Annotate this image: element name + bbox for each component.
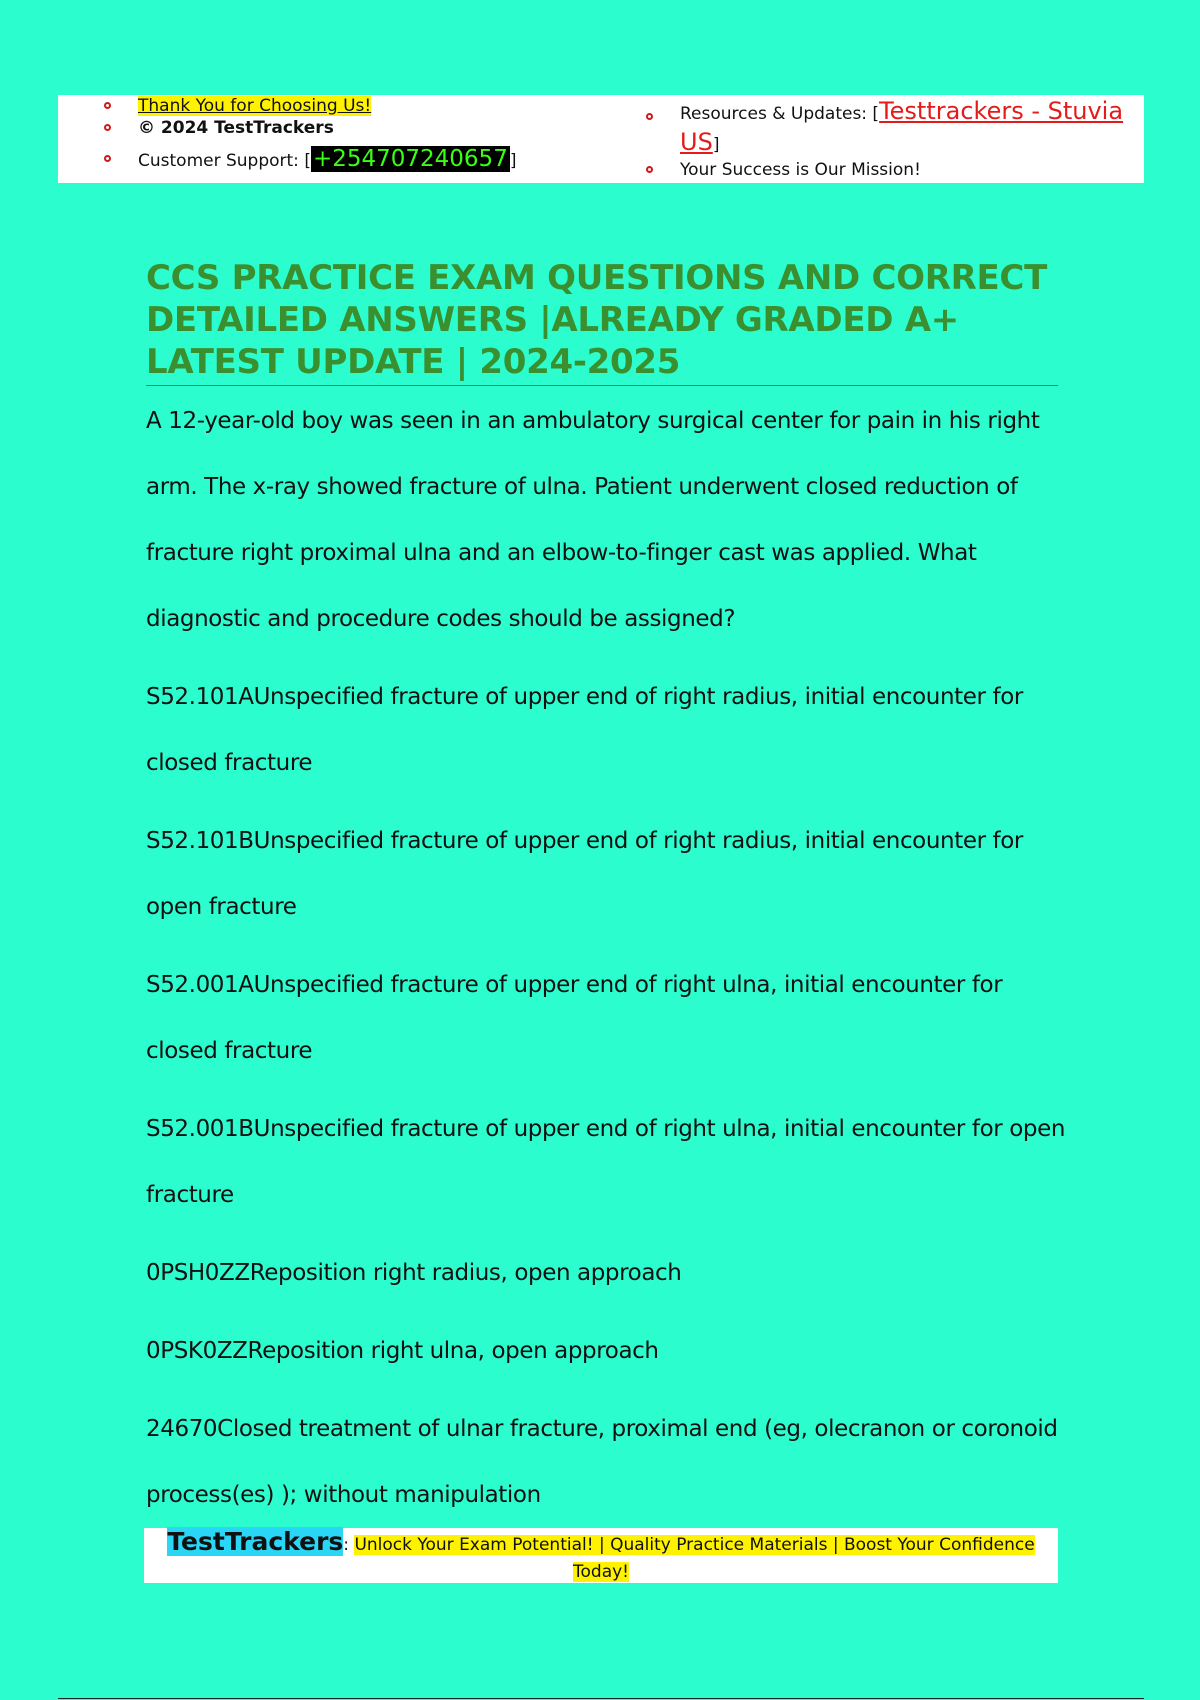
- bullet-icon: [104, 102, 111, 109]
- title-divider: [146, 385, 1058, 386]
- footer-banner: [144, 1528, 1058, 1583]
- thanks-text: Thank You for Choosing Us!: [138, 96, 372, 116]
- page-bottom-rule: [58, 1698, 1144, 1699]
- stuvia-link[interactable]: Testtrackers - Stuvia US: [680, 97, 1124, 156]
- option-item: S52.101AUnspecified fracture of upper end of right radius, initial encounter for closed fracture: [146, 684, 1023, 776]
- header-item-thanks: [58, 95, 618, 117]
- support-bracket: ]: [509, 151, 517, 171]
- footer-brand: TestTrackers: [167, 1527, 344, 1556]
- footer-separator: :: [343, 1535, 355, 1555]
- support-label: Customer Support: [: [138, 151, 311, 171]
- header-left-list: [58, 95, 618, 179]
- option-item: 0PSK0ZZReposition right ulna, open approach: [146, 1338, 659, 1364]
- option-item: S52.001AUnspecified fracture of upper end of right ulna, initial encounter for closed fracture: [146, 972, 1003, 1064]
- bullet-icon: [104, 124, 111, 131]
- resources-bracket: ]: [712, 135, 720, 155]
- header-item-mission: [598, 159, 1144, 181]
- resources-label: Resources & Updates: [: [680, 104, 880, 124]
- support-phone[interactable]: +254707240657: [312, 146, 508, 172]
- header-item-resources: [598, 95, 1144, 159]
- option-item: S52.001BUnspecified fracture of upper end of right ulna, initial encounter for open fracture: [146, 1116, 1066, 1208]
- mission-text: Your Success is Our Mission!: [680, 160, 921, 180]
- option-item: 0PSH0ZZReposition right radius, open approach: [146, 1260, 682, 1286]
- header-item-support: [58, 139, 618, 179]
- header-box: [58, 95, 1144, 183]
- option-item: S52.101BUnspecified fracture of upper end of right radius, initial encounter for open fracture: [146, 828, 1023, 920]
- bullet-icon: [646, 113, 653, 120]
- bullet-icon: [646, 166, 653, 173]
- option-item: 24670Closed treatment of ulnar fracture, proximal end (eg, olecranon or coronoid process(es) ); without manipulation: [146, 1416, 1058, 1508]
- question-block: [146, 388, 1076, 1528]
- bullet-icon: [104, 155, 111, 162]
- document-title: CCS PRACTICE EXAM QUESTIONS AND CORRECT DETAILED ANSWERS |ALREADY GRADED A+ LATEST UPDATE | 2024-2025: [146, 258, 1047, 382]
- footer-tagline: Unlock Your Exam Potential! | Quality Practice Materials | Boost Your Confidence Today!: [354, 1535, 1035, 1582]
- question-text: A 12-year-old boy was seen in an ambulatory surgical center for pain in his right arm. The x-ray showed fracture of ulna. Patient underwent closed reduction of fracture right proximal ulna and an elbow-to-finger cast was applied. What diagnostic and procedure codes should be assigned?: [146, 408, 1040, 632]
- header-item-copyright: [58, 117, 618, 139]
- copyright-text: © 2024 TestTrackers: [138, 118, 334, 138]
- header-right-list: [598, 95, 1144, 181]
